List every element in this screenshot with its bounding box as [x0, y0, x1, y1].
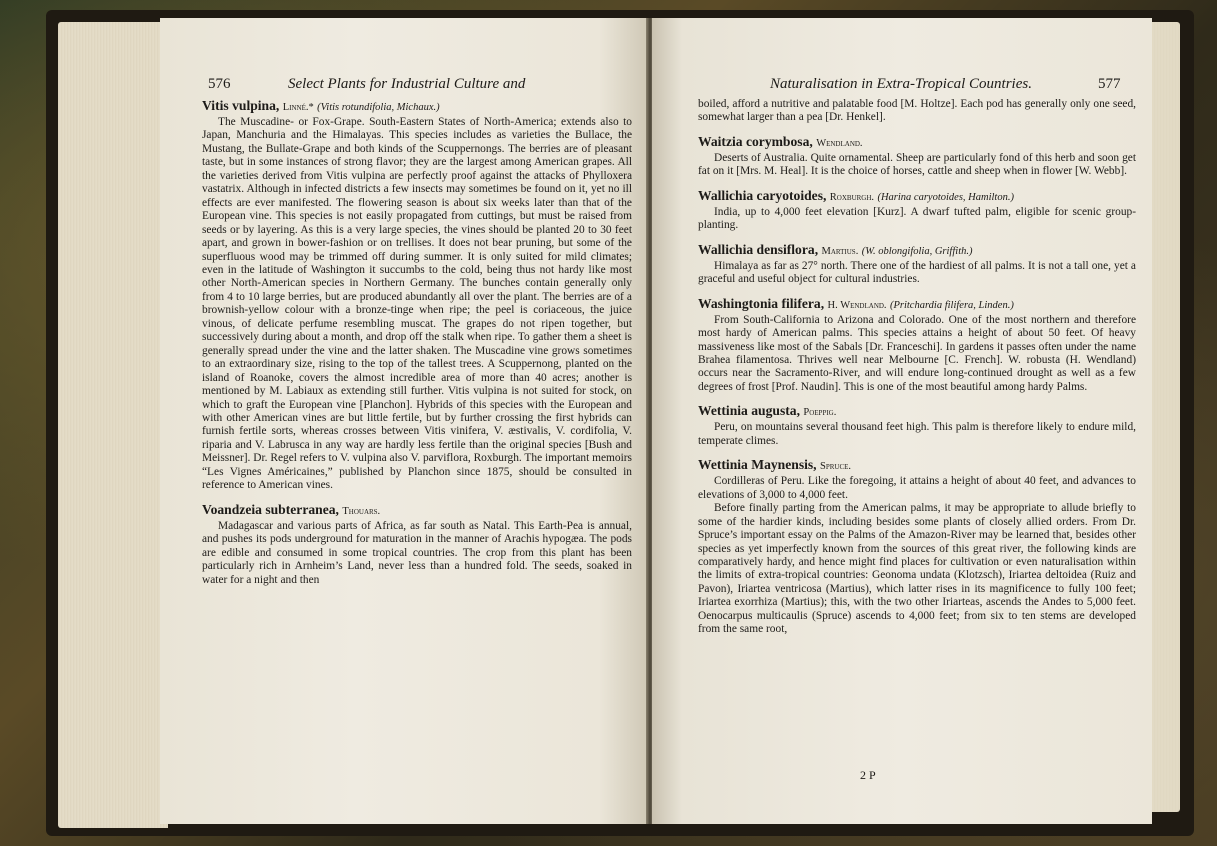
continuation-entry: [698, 98, 1136, 125]
signature-mark: 2 P: [860, 768, 876, 782]
plant-entry: [202, 98, 632, 493]
species-name: Wallichia densiflora,: [698, 241, 819, 257]
plant-entry: [698, 188, 1136, 233]
species-author: H. Wendland.: [827, 299, 887, 311]
species-name: Voandzeia subterranea,: [202, 501, 339, 517]
species-name: Wettinia Maynensis,: [698, 457, 817, 473]
left-page-edges: [58, 22, 168, 828]
species-author: Roxburgh.: [829, 191, 875, 203]
entry-heading: [698, 242, 1136, 260]
entry-heading: [698, 403, 1136, 421]
left-page: [160, 18, 648, 824]
entry-paragraph: Peru, on mountains several thousand feet high. This palm is therefore likely to endure mild, temperate climes.: [698, 421, 1136, 447]
entry-paragraph: India, up to 4,000 feet elevation [Kurz]. A dwarf tufted palm, eligible for scenic group-planting.: [698, 205, 1136, 232]
plant-entry: [698, 242, 1136, 287]
species-name: Wettinia augusta,: [698, 403, 800, 419]
species-author: Thouars.: [342, 505, 381, 517]
species-name: Vitis vulpina,: [202, 98, 280, 113]
entry-paragraph: From South-California to Arizona and Colorado. One of the most northern and therefore most hardy of American palms. This species attains a height of about 50 feet. Of heavy massiveness like most of the Sabals [Dr. Franceschi]. In gardens it passes often under the name Brahea filamentosa. Thrives well near Melbourne [C. French]. W. robusta (H. Wendland) occurs near the Sacramento-River, and will endure long-continued drought as well as a few degrees of frost [Prof. Naudin]. This is one of the most beautiful among hardy Palms.: [698, 313, 1136, 393]
entry-heading: [202, 502, 632, 520]
species-name: Washingtonia filifera,: [698, 295, 825, 311]
left-page-number: 576: [208, 76, 231, 92]
right-running-title: Naturalisation in Extra-Tropical Countries.: [770, 76, 1032, 92]
species-synonym: (W. oblongifolia, Griffith.): [861, 245, 973, 257]
plant-entry: [698, 403, 1136, 448]
plant-entry: [698, 457, 1136, 636]
entry-paragraph: Before finally parting from the American palms, it may be appropriate to allude briefly to some of the hardier kinds, including besides some plants of closely allied orders. From Dr. Spruce’s important essay on the Palms of the Amazon-River may be learned that, besides other species as yet imperfectly known from the sources of this great river, the following kinds are comparatively hardy, and hence might find places for cultivation or even naturalisation within the limits of extra-tropical countries: Geonoma undata (Klotzsch), Iriartea deltoidea (Ruiz and Pavon), Iriartea ventricosa (Martius), which latter rises in its magnificence to fully 100 feet; Iriartea exorrhiza (Martius); this, with the two other Iriarteas, ascends the Andes to 5,000 feet. Oenocarpus multicaulis (Spruce) ascends to 4,000 feet; from six to ten stems are developed from the same root,: [698, 502, 1136, 636]
continuation-paragraph: boiled, afford a nutritive and palatable food [M. Holtze]. Each pod has generally only one seed, somewhat larger than a pea [Dr. Henkel].: [698, 98, 1136, 124]
species-synonym: (Pritchardia filifera, Linden.): [889, 299, 1014, 311]
left-running-title: Select Plants for Industrial Culture and: [288, 76, 526, 92]
species-author: Spruce.: [819, 461, 852, 473]
entry-heading: [202, 98, 632, 116]
plant-entry: [698, 134, 1136, 179]
entry-paragraph: Deserts of Australia. Quite ornamental. Sheep are particularly fond of this herb and soon get fat on it [Mrs. M. Heal]. It is the choice of horses, cattle and sheep when in flower [W. Webb].: [698, 151, 1136, 178]
species-author: Martius.: [821, 245, 859, 257]
species-name: Waitzia corymbosa,: [698, 133, 813, 149]
species-synonym: (Harina caryotoides, Hamilton.): [877, 191, 1014, 203]
entry-heading: [698, 134, 1136, 152]
species-author: Linné.*: [282, 102, 314, 113]
plant-entry: [698, 296, 1136, 395]
left-page-content: [202, 98, 632, 596]
right-page: [652, 18, 1152, 824]
plant-entry: [202, 502, 632, 587]
right-page-content: [698, 98, 1136, 646]
entry-paragraph: Himalaya as far as 27° north. There one of the hardiest of all palms. It is not a tall one, yet a graceful and useful object for cultural industries.: [698, 259, 1136, 286]
species-author: Wendland.: [816, 137, 863, 149]
entry-paragraph: Cordilleras of Peru. Like the foregoing, it attains a height of about 40 feet, and advances to elevations of 3,000 to 4,000 feet.: [698, 475, 1136, 501]
right-page-edges: [1150, 22, 1180, 812]
species-name: Wallichia caryotoides,: [698, 187, 827, 203]
entry-paragraph: Madagascar and various parts of Africa, as far south as Natal. This Earth-Pea is annual, and pushes its pods underground for maturation in the manner of Arachis hypogæa. The pods are edible and consumed in some tropical countries. The crop from this plant has been particularly rich in Arnheim’s Land, never less than a hundred fold. The seeds, soaked in water for a night and then: [202, 519, 632, 586]
species-synonym: (Vitis rotundifolia, Michaux.): [317, 102, 440, 113]
entry-heading: [698, 188, 1136, 206]
entry-heading: [698, 296, 1136, 314]
entry-heading: [698, 457, 1136, 475]
species-author: Poeppig.: [803, 407, 837, 419]
right-page-number: 577: [1098, 76, 1121, 92]
entry-paragraph: The Muscadine- or Fox-Grape. South-Eastern States of North-America; extends also to Japan, Manchuria and the Himalayas. This species includes as varieties the Bullace, the Mustang, the Bullate-Grape and both kinds of the Scuppernongs. The berries are of pleasant taste, but in some instances of strong flavor; they are the largest among American grapes. All the varieties derived from Vitis vulpina are perfectly proof against the attacks of Phylloxera vastatrix. Although in infected districts a few insects may sometimes be found on it, yet no ill effects are ever manifested. The flowering season is about six weeks later than that of the European vine. This species is not easily propagated from cuttings, but must be raised from seeds or by layering. As this is a very large species, the vines should be planted 20 to 30 feet apart, and grown in bower-fashion or on trellises. It does not bear pruning, but some of the superfluous wood may be trimmed off during summer. It is only suited for mild climates; even in the latitude of Washington it succumbs to the cold, being thus not hardy like most other North-American species in Northern Germany. The bunches contain generally only from 4 to 10 large berries, but are produced abundantly all over the plant. The berries are of a brownish-yellow colour with a bronze-tinge when ripe; the peel is coriaceous, the juice vinous, of delicate perfume resembling muscat. The grapes do not ripen together, but successively during about a month, and drop off the stalk when ripe. To gather them a sheet is generally spread under the vine and the latter shaken. The Muscadine vine grows sometimes to an extraordinary size, rising to the top of the tallest trees. A Scuppernong, planted on the island of Roanoke, covers the almost incredible area of more than 40 acres; another is mentioned by M. Labiaux as extending still further. Vitis vulpina is not suited for stock, on which to graft the European vine [Planchon]. Hybrids of this species with the European and with other American vines are but little fertile, but by further crossing the first hybrids can furnish fertile sorts, whereas crosses between Vitis vinifera, V. æstivalis, V. cordifolia, V. riparia and V. Labrusca in any way are hardly less fertile than the original species [Bush and Meissner]. Dr. Regel refers to V. vulpina also V. parviflora, Roxburgh. The important memoirs “Les Vignes Américaines,” published by Planchon since 1875, should be consulted in reference to American vines.: [202, 116, 632, 492]
